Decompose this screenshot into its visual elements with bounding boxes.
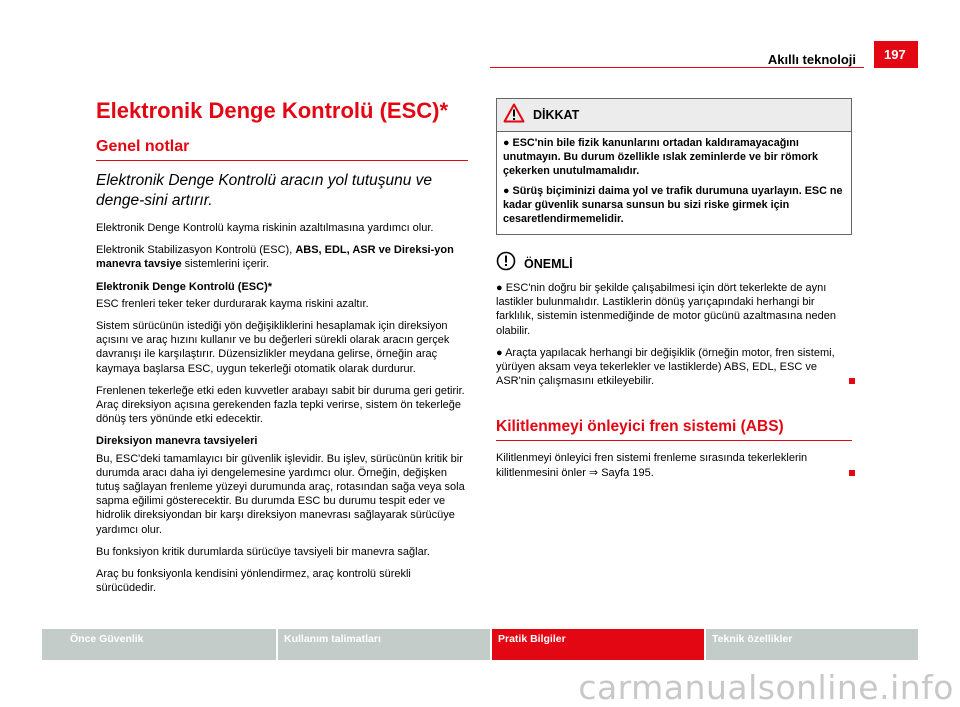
warning-body <box>497 132 851 234</box>
paragraph: Sistem sürücünün istediği yön değişikliklerini hesaplamak için direksiyon açısını ve araç hızını kullanır ve bu değerleri sürekli olarak aracın gerçek davranışı ile karşılaştırır. Düzensizlikler meydana gelirse, örneğin araç kaymaya başlarsa ESC, uygun tekerleği otomatik olarak durdurur. <box>96 320 450 375</box>
page-title: Elektronik Denge Kontrolü (ESC)* <box>96 98 449 123</box>
warning-item: ● ESC'nin bile fizik kanunlarını ortadan kaldıramayacağını unutmayın. Bu durum özellikle ıslak zeminlerde ve bir römork çekerken unutulmamalıdır. <box>503 137 818 177</box>
end-marker-icon <box>849 470 855 476</box>
exclamation-circle-icon <box>496 251 516 276</box>
tab-safety[interactable]: Önce Güvenlik <box>42 629 276 660</box>
important-title: ÖNEMLİ <box>524 256 573 271</box>
tab-technical-specs[interactable]: Teknik özellikler <box>706 629 918 660</box>
page-number: 197 <box>874 41 918 68</box>
text: sistemlerini içerir. <box>181 258 270 271</box>
important-header <box>496 251 852 276</box>
important-item: ● ESC'nin doğru bir şekilde çalışabilmesi için dört tekerlekte de aynı lastikler bulunmalıdır. Lastiklerin dönüş yarıçapındaki herhangi bir farklılık, sistemin istenmediğinde de motor gücünü azaltmasına neden olabilir. <box>496 282 836 337</box>
paragraph: Frenlenen tekerleğe etki eden kuvvetler arabayı sabit bir duruma geri getirir. Araç direksiyon açısına gerekenden fazla tepki verirse, sistem ön tekerleğe dönüş ters yönünde etki edecektir. <box>96 384 465 426</box>
text: Kilitlenmeyi önleyici fren sistemi frenleme sırasında tekerleklerin kilitlenmesini önler ⇒ Sayfa 195. <box>496 452 808 479</box>
paragraph: Araç bu fonksiyonla kendisini yönlendirmez, araç kontrolü sürekli sürücüdedir. <box>96 568 411 595</box>
bold-text: Elektronik Denge Kontrolü (ESC)* <box>96 280 273 293</box>
warning-item: ● Sürüş biçiminizi daima yol ve trafik durumuna uyarlayın. ESC ne kadar güvenlik sunarsa sunsun bu sizi riske girmek için cesaretlendirmemelidir. <box>503 185 843 225</box>
warning-box <box>496 98 852 235</box>
paragraph <box>96 243 468 271</box>
text: ● Araçta yapılacak herhangi bir değişiklik (örneğin motor, fren sistemi, yürüyen aksam veya tekerlekler ve lastiklerde) ABS, EDL, ESC ve ASR'nin çalışmasını etkileyebilir. <box>496 346 835 388</box>
paragraph: ESC frenleri teker teker durdurarak kayma riskini azaltır. <box>96 297 369 310</box>
section-title: Akıllı teknoloji <box>767 52 856 67</box>
end-marker-icon <box>849 378 855 384</box>
bold-text: ABS, EDL, ASR ve Direksi-yon manevra tavsiye <box>96 244 454 271</box>
footer-nav <box>42 629 918 660</box>
warning-title: DİKKAT <box>533 108 580 122</box>
page-header <box>0 40 960 68</box>
section-heading-general: Genel notlar <box>96 138 468 161</box>
important-item <box>496 346 852 389</box>
paragraph: Elektronik Denge Kontrolü kayma riskinin azaltılmasına yardımcı olur. <box>96 222 434 234</box>
subheading-esc <box>96 280 468 294</box>
lead-text: Elektronik Denge Kontrolü aracın yol tutuşunu ve denge-sini artırır. <box>96 172 433 209</box>
right-column <box>496 98 852 488</box>
tab-operating-instructions[interactable]: Kullanım talimatları <box>278 629 490 660</box>
section-heading-abs: Kilitlenmeyi önleyici fren sistemi (ABS) <box>496 418 852 441</box>
paragraph: Bu fonksiyon kritik durumlarda sürücüye tavsiyeli bir manevra sağlar. <box>96 545 430 558</box>
paragraph: Bu, ESC'deki tamamlayıcı bir güvenlik işlevidir. Bu işlev, sürücünün kritik bir durumda aracı daha iyi dengelemesine yardımcı olur. Örneğin, değişken tutuş sağlayan frenleme yüzeyi durumunda araç, rotasından sağa veya sola sapma eğilimi gösterecektir. Bu durumda ESC bu durumu tespit eder ve hidrolik direksiyondan bir karşı direksiyon manevrası sağlayarak sürücüye yardımcı olur. <box>96 452 465 536</box>
warning-header <box>497 99 851 132</box>
subheading-steering <box>96 434 468 448</box>
text: Elektronik Stabilizasyon Kontrolü (ESC), <box>96 244 296 257</box>
watermark: carmanualsonline.info <box>578 668 954 707</box>
bold-text: Direksiyon manevra tavsiyeleri <box>96 435 258 448</box>
header-rule <box>490 67 864 68</box>
tab-practical-info[interactable]: Pratik Bilgiler <box>492 629 704 660</box>
abs-paragraph <box>496 451 852 479</box>
warning-triangle-icon <box>503 103 525 128</box>
left-column <box>96 98 468 603</box>
